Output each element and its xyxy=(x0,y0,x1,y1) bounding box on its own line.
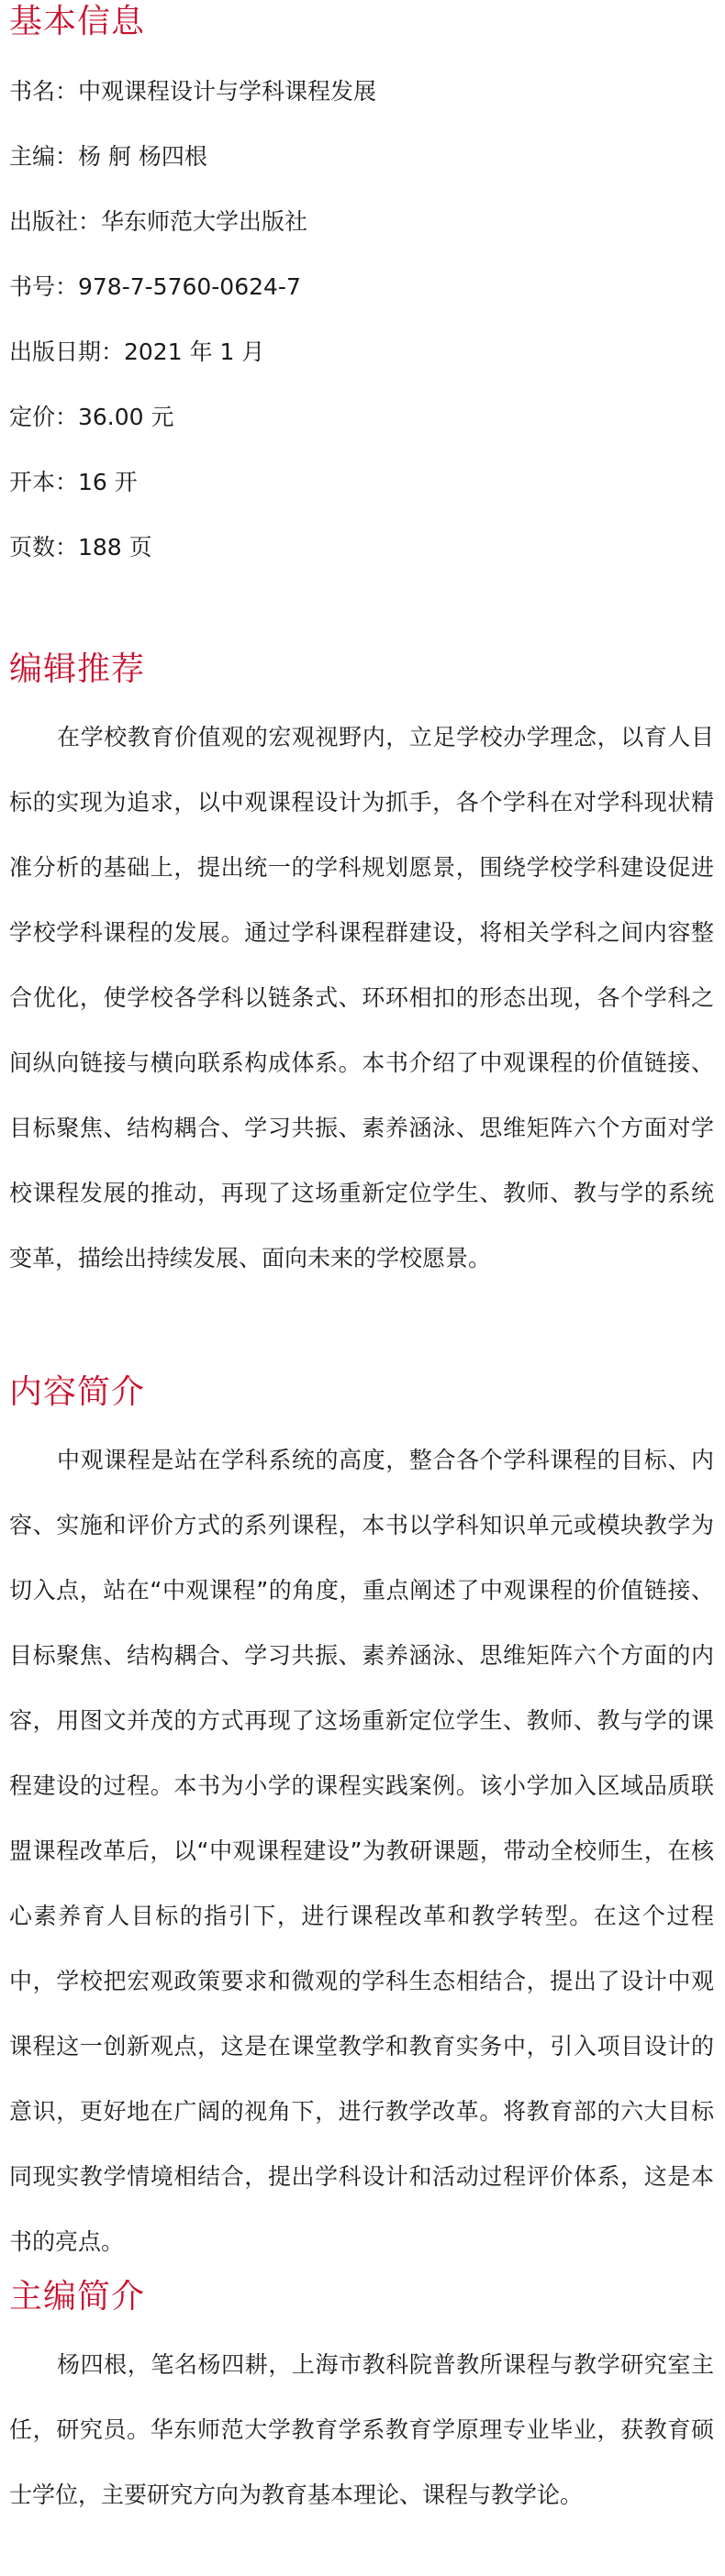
basic-info-list xyxy=(9,59,714,580)
content-summary-heading: 内容简介 xyxy=(9,1373,146,1411)
editor-recommendation-heading: 编辑推荐 xyxy=(9,650,146,688)
content-summary-section xyxy=(9,1371,714,2274)
author-intro-section xyxy=(9,2275,714,2527)
editor-recommendation-text: 在学校教育价值观的宏观视野内，立足学校办学理念，以育人目标的实现为追求，以中观课程设计为抓手，各个学科在对学科现状精准分析的基础上，提出统一的学科规划愿景，围绕学校学科建设促进学校学科课程的发展。通过学科课程群建设，将相关学科之间内容整合优化，使学校各学科以链条式、环环相扣的形态出现，各个学科之间纵向链接与横向联系构成体系。本书介绍了中观课程的价值链接、目标聚焦、结构耦合、学习共振、素养涵泳、思维矩阵六个方面对学校课程发展的推动，再现了这场重新定位学生、教师、教与学的系统变革，描绘出持续发展、面向未来的学校愿景。 xyxy=(9,724,714,1271)
editor-recommendation-section xyxy=(9,648,714,1291)
content-summary-text: 中观课程是站在学科系统的高度，整合各个学科课程的目标、内容、实施和评价方式的系列课程，本书以学科知识单元或模块教学为切入点，站在“中观课程”的角度，重点阐述了中观课程的价值链接、目标聚焦、结构耦合、学习共振、素养涵泳、思维矩阵六个方面的内容，用图文并茂的方式再现了这场重新定位学生、教师、教与学的课程建设的过程。本书为小学的课程实践案例。该小学加入区域品质联盟课程改革后，以“中观课程建设”为教研课题，带动全校师生，在核心素养育人目标的指引下，进行课程改革和教学转型。在这个过程中，学校把宏观政策要求和微观的学科生态相结合，提出了设计中观课程这一创新观点，这是在课堂教学和教育实务中，引入项目设计的意识，更好地在广阔的视角下，进行教学改革。将教育部的六大目标同现实教学情境相结合，提出学科设计和活动过程评价体系，这是本书的亮点。 xyxy=(9,1447,714,2255)
editor-item: 主编：杨 舸 杨四根 xyxy=(9,143,207,170)
format-item: 开本：16 开 xyxy=(9,469,138,495)
publish-date-item: 出版日期：2021 年 1 月 xyxy=(9,339,265,365)
price-item: 定价：36.00 元 xyxy=(9,404,174,430)
book-title-item: 书名：中观课程设计与学科课程发展 xyxy=(9,78,377,105)
author-intro-text: 杨四根，笔名杨四耕，上海市教科院普教所课程与教学研究室主任，研究员。华东师范大学教育学系教育学原理专业毕业，获教育硕士学位，主要研究方向为教育基本理论、课程与教学论。 xyxy=(9,2351,714,2508)
author-intro-heading: 主编简介 xyxy=(9,2278,146,2315)
pages-item: 页数：188 页 xyxy=(9,534,152,561)
basic-info-heading: 基本信息 xyxy=(9,3,146,40)
basic-info-section xyxy=(9,0,714,580)
publisher-item: 出版社：华东师范大学出版社 xyxy=(9,208,308,235)
isbn-item: 书号：978-7-5760-0624-7 xyxy=(9,273,301,300)
